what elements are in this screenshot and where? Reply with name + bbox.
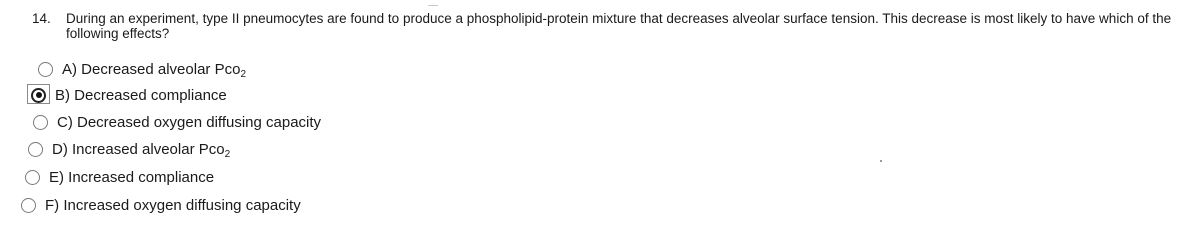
option-text: Increased alveolar Pco (72, 140, 225, 158)
answer-option-label (55, 87, 227, 104)
option-subscript: 2 (240, 68, 246, 80)
option-letter: C) (57, 113, 73, 131)
radio-unselected-icon[interactable] (33, 115, 48, 130)
answer-option-e[interactable] (25, 167, 214, 187)
radio-unselected-icon[interactable] (21, 198, 36, 213)
option-text: Increased oxygen diffusing capacity (63, 196, 301, 214)
answer-option-label (52, 141, 230, 158)
answer-option-b[interactable] (31, 85, 227, 105)
answer-option-f[interactable] (21, 195, 301, 215)
option-letter: F) (45, 196, 60, 214)
radio-unselected-icon[interactable] (25, 170, 40, 185)
answer-option-label (45, 197, 301, 214)
option-letter: D) (52, 140, 68, 158)
answer-option-a[interactable] (38, 59, 246, 79)
option-text: Decreased oxygen diffusing capacity (77, 113, 322, 131)
stray-mark (880, 160, 882, 162)
question-block (32, 11, 1192, 41)
question-stem: During an experiment, type II pneumocytes are found to produce a phospholipid-protein mixture that decreases alveolar surface tension. This decrease is most likely to have which of the following effects? (66, 11, 1172, 41)
answer-option-c[interactable] (33, 112, 321, 132)
radio-selected-icon[interactable] (31, 88, 46, 103)
question-number: 14. (32, 11, 51, 26)
scan-mark (428, 5, 438, 6)
radio-unselected-icon[interactable] (38, 62, 53, 77)
option-text: Decreased compliance (74, 86, 227, 104)
answer-option-label (62, 61, 246, 78)
answer-option-d[interactable] (28, 139, 230, 159)
option-text: Decreased alveolar Pco (81, 60, 241, 78)
option-letter: A) (62, 60, 77, 78)
radio-unselected-icon[interactable] (28, 142, 43, 157)
answer-option-label (49, 169, 214, 186)
option-letter: E) (49, 168, 64, 186)
option-subscript: 2 (224, 148, 231, 160)
option-text: Increased compliance (68, 168, 215, 186)
answer-option-label (57, 114, 321, 131)
option-letter: B) (55, 86, 70, 104)
